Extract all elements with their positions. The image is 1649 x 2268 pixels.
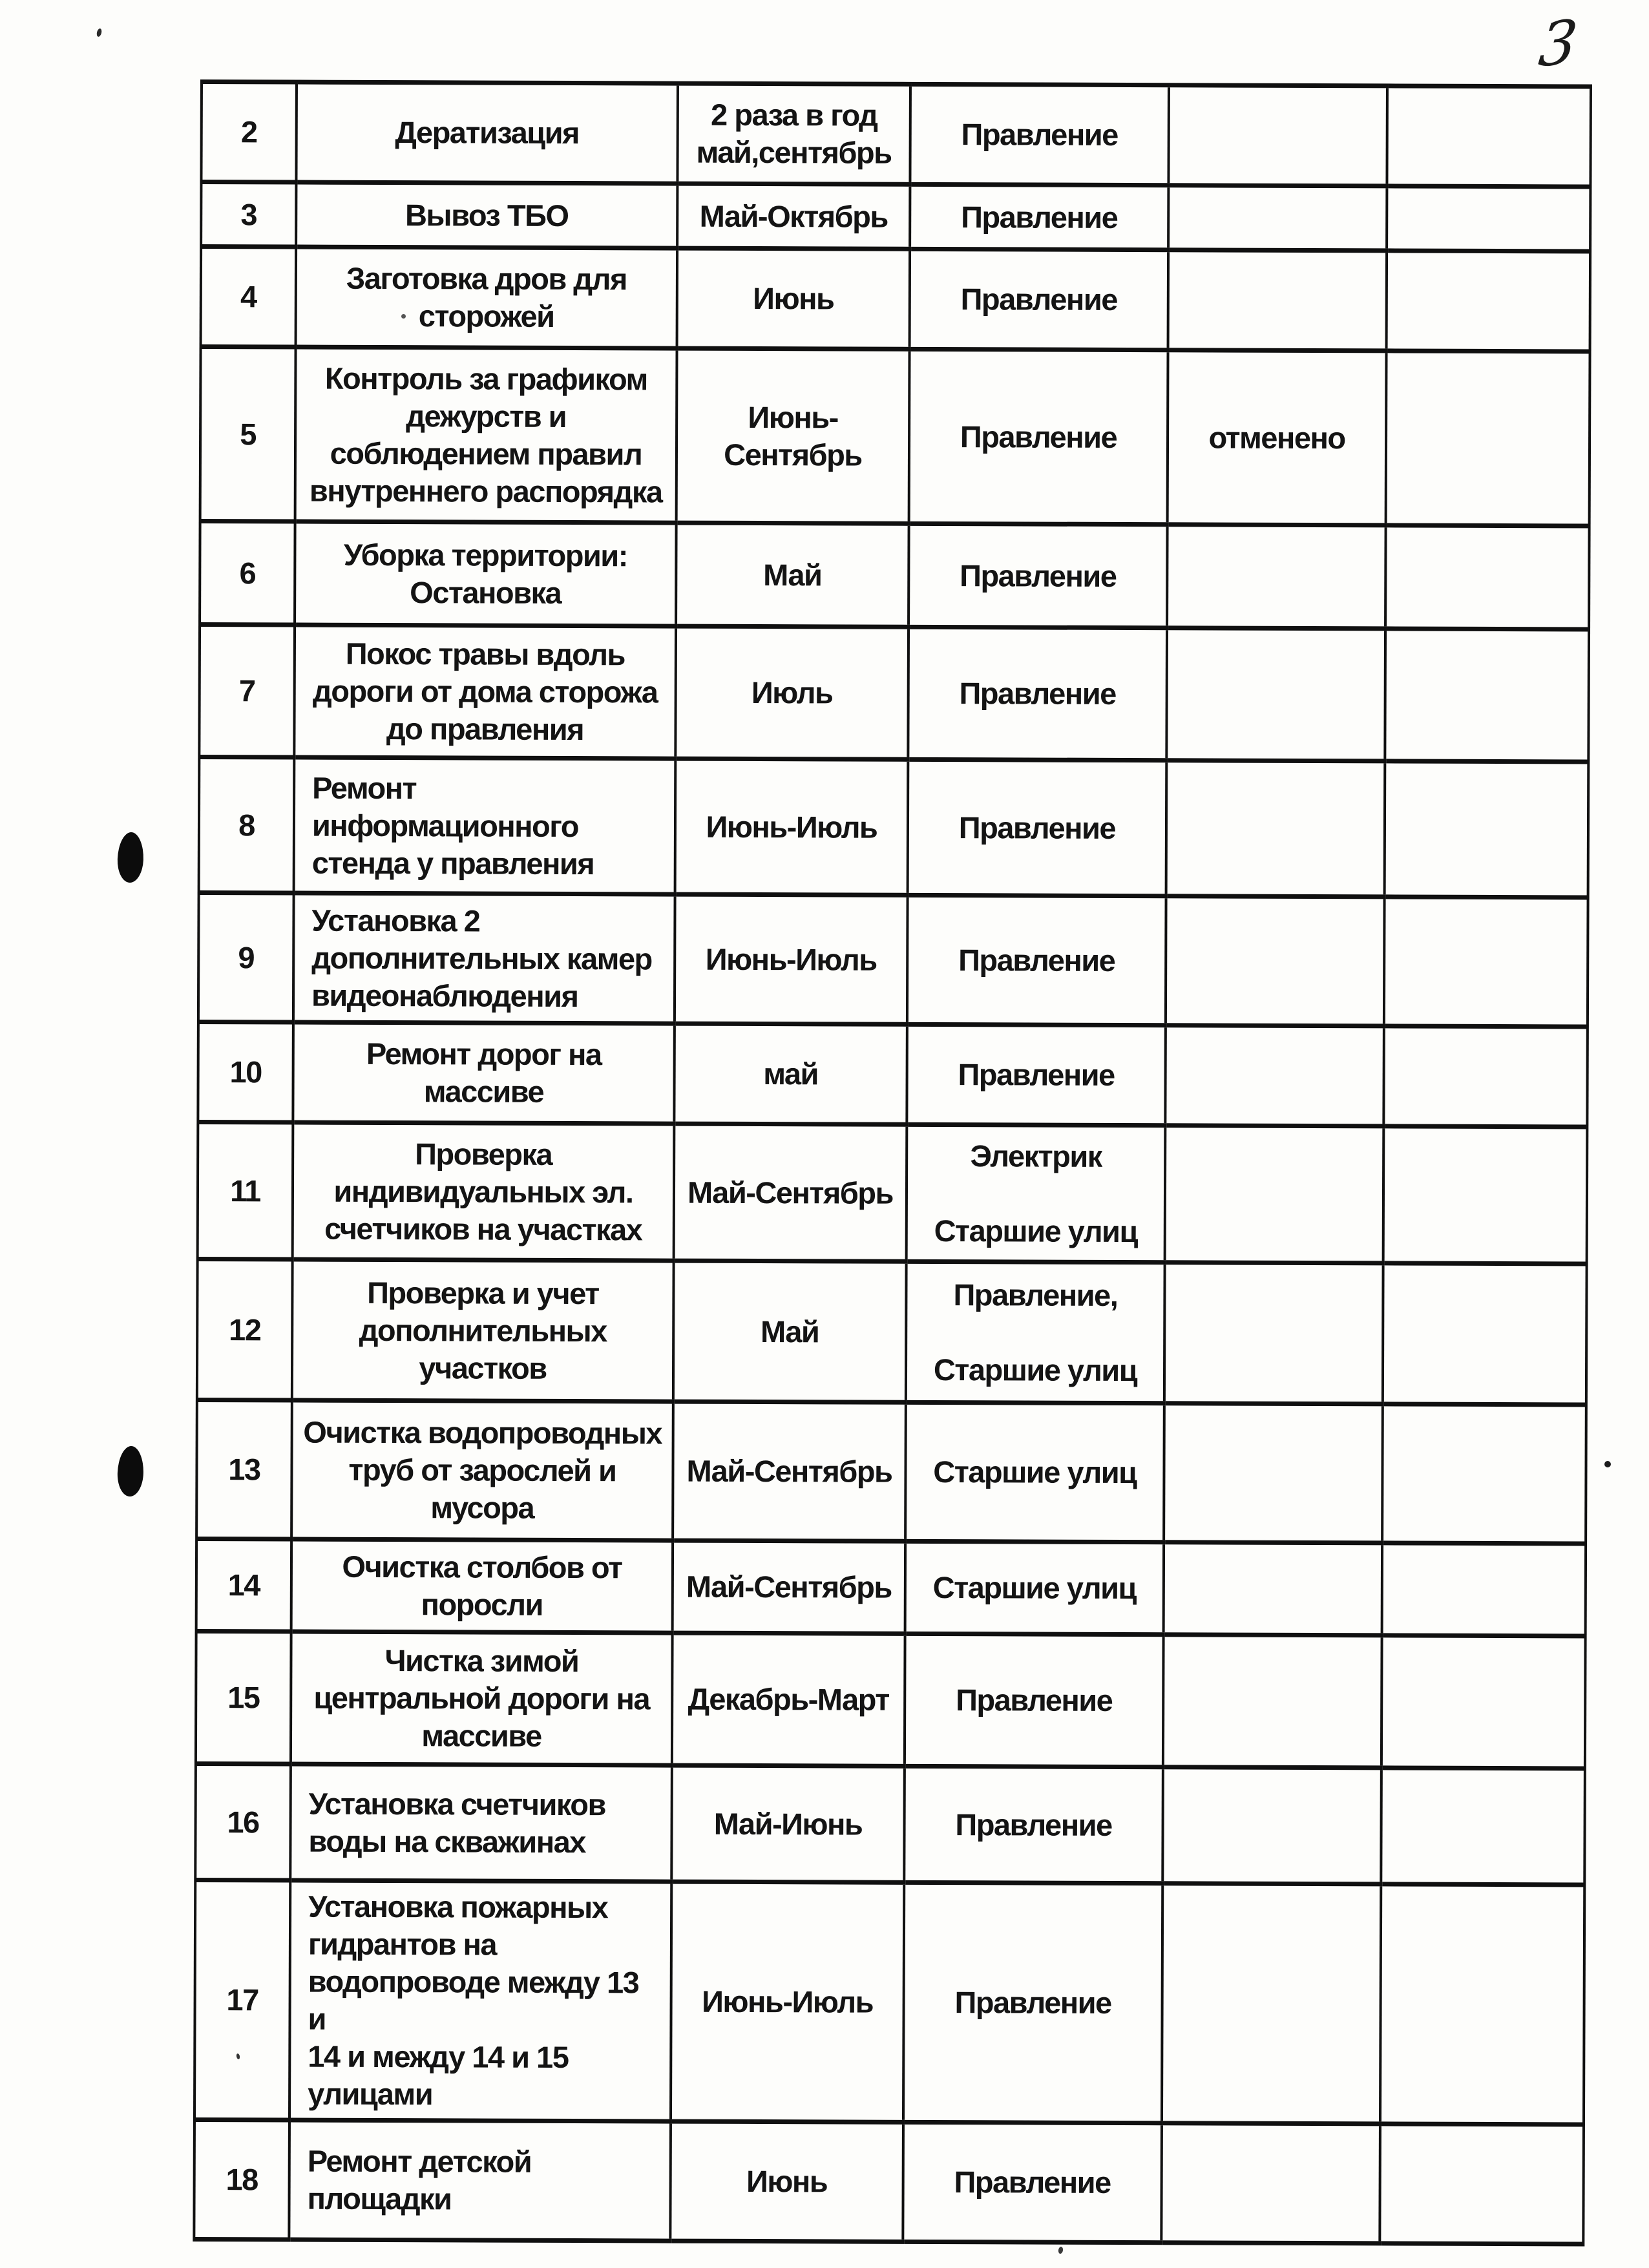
responsible-cell: Правление [907, 1024, 1166, 1125]
row-number-cell: 3 [201, 182, 296, 247]
period-cell: Декабрь-Март [672, 1633, 905, 1766]
table-row [201, 82, 1591, 187]
table-row [196, 1631, 1586, 1769]
note-cell [1165, 1025, 1384, 1126]
row-number-cell: 14 [196, 1538, 291, 1632]
period-cell: Май-Сентябрь [673, 1402, 906, 1541]
task-cell: Очистка столбов от поросли [291, 1539, 673, 1633]
period-cell: Май [676, 523, 909, 627]
responsible-cell: Правление [908, 759, 1167, 896]
task-cell: Ремонт детской площадки [289, 2120, 671, 2241]
note-cell [1164, 1542, 1382, 1635]
row-number-cell: 9 [198, 892, 294, 1022]
period-cell: Июнь- Сентябрь [677, 348, 910, 523]
responsible-cell: Правление [907, 895, 1166, 1025]
responsible-cell: Старшие улиц [905, 1402, 1164, 1542]
table-row [198, 892, 1588, 1027]
row-number-cell: 6 [200, 521, 295, 625]
table-row [201, 182, 1590, 252]
table-row [195, 1763, 1585, 1885]
ink-blob [117, 1445, 145, 1496]
row-number-cell: 7 [199, 625, 295, 758]
scan-speck [1058, 2246, 1064, 2254]
table-row [196, 1538, 1586, 1636]
row-number-cell: 16 [195, 1763, 291, 1880]
table-row [201, 247, 1591, 352]
table-row [196, 1400, 1586, 1544]
responsible-cell: Правление [909, 349, 1168, 524]
task-cell: Установка счетчиков воды на скважинах [290, 1764, 672, 1882]
responsible-cell: Правление [903, 1882, 1162, 2123]
empty-cell [1383, 1263, 1587, 1405]
responsible-cell: Правление [910, 84, 1169, 185]
note-cell [1162, 1884, 1381, 2124]
scan-speck [1604, 1461, 1611, 1467]
row-number-cell: 5 [200, 347, 296, 522]
period-cell: май [674, 1024, 907, 1124]
scan-speck [96, 28, 103, 37]
row-number-cell: 4 [201, 247, 297, 348]
table-row [199, 757, 1589, 898]
note-cell [1162, 1767, 1381, 1884]
table-row [200, 347, 1590, 527]
empty-cell [1387, 186, 1590, 251]
task-cell: Уборка территории: Остановка [295, 521, 677, 626]
row-number-cell: 13 [196, 1400, 292, 1539]
responsible-cell: Правление [904, 1766, 1163, 1883]
responsible-cell: Правление [909, 523, 1168, 627]
note-cell [1164, 1263, 1383, 1404]
empty-cell [1380, 2124, 1584, 2244]
period-cell: Май [673, 1261, 907, 1402]
note-cell [1168, 85, 1387, 186]
empty-cell [1383, 1026, 1588, 1127]
task-cell: Установка 2 дополнительных камер видеонаблюдения [293, 893, 675, 1024]
table-row [199, 625, 1589, 762]
task-cell: Очистка водопроводных труб от зарослей и мусора [291, 1400, 673, 1540]
period-cell: 2 раза в год май,сентябрь [677, 83, 910, 184]
task-cell: Вывоз ТБО [296, 182, 677, 248]
period-cell: Июнь [670, 2121, 903, 2242]
note-cell [1168, 185, 1387, 251]
task-cell: Контроль за графиком дежурств и соблюдением правил внутреннего распорядка [295, 347, 677, 523]
table-row [194, 2119, 1584, 2244]
empty-cell [1381, 1768, 1585, 1885]
empty-cell [1380, 1884, 1584, 2125]
empty-cell [1383, 1126, 1588, 1264]
note-cell [1163, 1635, 1382, 1768]
row-number-cell: 2 [201, 82, 297, 183]
period-cell: Май-Октябрь [677, 184, 910, 249]
task-cell: Проверка и учет дополнительных участков [292, 1259, 674, 1402]
row-number-cell: 18 [194, 2119, 289, 2240]
empty-cell [1387, 86, 1591, 187]
empty-cell [1385, 629, 1589, 762]
task-cell: Заготовка дров для сторожей [296, 247, 678, 348]
empty-cell [1386, 351, 1590, 526]
handwritten-page-number: 3 [1535, 6, 1581, 81]
task-cell: Установка пожарных гидрантов на водопроводе между 13 и 14 и между 14 и 15 улицами [289, 1880, 671, 2121]
task-cell: Покос травы вдоль дороги от дома сторожа до правления [294, 625, 676, 759]
note-cell [1167, 525, 1386, 629]
row-number-cell: 17 [194, 1880, 290, 2120]
work-schedule-table [193, 79, 1592, 2246]
row-number-cell: 11 [198, 1122, 293, 1259]
responsible-cell: Правление [905, 1633, 1164, 1767]
table-row [198, 1022, 1588, 1127]
empty-cell [1381, 1635, 1586, 1769]
note-cell [1166, 761, 1385, 897]
task-cell: Ремонт информационного стенда у правления [294, 757, 676, 894]
empty-cell [1385, 525, 1590, 629]
note-cell [1168, 250, 1387, 351]
period-cell: Июнь-Июль [675, 894, 908, 1024]
responsible-cell: Старшие улиц [905, 1541, 1164, 1634]
ink-blob [117, 832, 145, 883]
empty-cell [1387, 251, 1591, 352]
row-number-cell: 10 [198, 1022, 293, 1122]
table-row [194, 1880, 1584, 2125]
responsible-cell: Электрик Старшие улиц [907, 1124, 1166, 1262]
table-row [200, 521, 1590, 630]
note-cell: отменено [1168, 350, 1387, 525]
task-cell: Ремонт дорог на массиве [293, 1022, 675, 1124]
empty-cell [1385, 761, 1589, 898]
responsible-cell: Правление [910, 249, 1169, 350]
period-cell: Июль [675, 626, 909, 759]
period-cell: Май-Сентябрь [674, 1124, 907, 1261]
note-cell [1166, 896, 1385, 1026]
table-row [198, 1122, 1588, 1264]
period-cell: Июнь-Июль [675, 759, 909, 895]
period-cell: Июнь-Июль [671, 1882, 904, 2122]
task-cell: Дератизация [296, 82, 678, 184]
responsible-cell: Правление [903, 2122, 1162, 2242]
period-cell: Май-Сентябрь [673, 1540, 905, 1633]
row-number-cell: 12 [197, 1259, 293, 1400]
period-cell: Май-Июнь [671, 1765, 905, 1882]
note-cell [1164, 1403, 1383, 1543]
empty-cell [1382, 1543, 1586, 1636]
responsible-cell: Правление [910, 184, 1168, 249]
responsible-cell: Правление, Старшие улиц [906, 1261, 1165, 1403]
table-row [197, 1259, 1587, 1405]
task-cell: Проверка индивидуальных эл. счетчиков на участках [293, 1122, 675, 1261]
responsible-cell: Правление [908, 627, 1167, 760]
note-cell [1166, 628, 1385, 761]
row-number-cell: 8 [199, 757, 295, 894]
task-cell: Чистка зимой центральной дороги на массиве [291, 1632, 673, 1765]
empty-cell [1384, 897, 1588, 1027]
row-number-cell: 15 [196, 1631, 291, 1764]
empty-cell [1382, 1404, 1586, 1544]
note-cell [1165, 1126, 1384, 1263]
period-cell: Июнь [677, 248, 910, 349]
note-cell [1161, 2123, 1380, 2243]
